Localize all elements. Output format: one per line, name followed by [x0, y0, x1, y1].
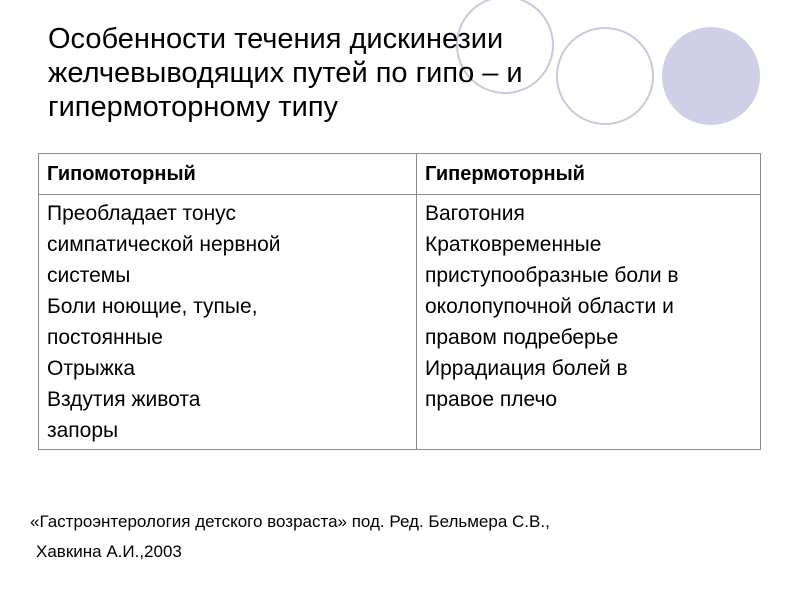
- hypermotor-line: приступообразные боли в: [425, 264, 679, 287]
- citation: [30, 507, 550, 567]
- citation-line-2: Хавкина А.И.,2003: [36, 542, 182, 561]
- hypomotor-line: постоянные: [47, 326, 163, 349]
- comparison-table: [38, 153, 761, 450]
- hypermotor-line: Иррадиация болей в: [425, 357, 628, 380]
- hypermotor-line: околопупочной области и: [425, 295, 674, 318]
- hypomotor-cell: [39, 195, 417, 450]
- hypermotor-line: правом подреберье: [425, 326, 619, 349]
- hypomotor-line: Боли ноющие, тупые,: [47, 295, 258, 318]
- hypermotor-line: Ваготония: [425, 202, 525, 225]
- table-header-row: [39, 154, 761, 195]
- hypomotor-line: системы: [47, 264, 131, 287]
- citation-line-1: «Гастроэнтерология детского возраста» под. Ред. Бельмера С.В.,: [30, 512, 550, 531]
- decorative-circle-3: [662, 27, 760, 125]
- header-hypomotor: Гипомоторный: [39, 154, 417, 195]
- header-hypermotor: Гипермоторный: [417, 154, 761, 195]
- table-row: [39, 195, 761, 450]
- hypomotor-line: Отрыжка: [47, 357, 136, 380]
- hypermotor-line: Кратковременные: [425, 233, 602, 256]
- hypermotor-line: правое плечо: [425, 388, 558, 411]
- hypomotor-line: Вздутия живота: [47, 388, 201, 411]
- hypomotor-line: запоры: [47, 419, 119, 442]
- hypermotor-cell: [417, 195, 761, 450]
- hypomotor-line: Преобладает тонус: [47, 202, 236, 225]
- hypomotor-line: симпатической нервной: [47, 233, 281, 256]
- slide-title: Особенности течения дискинезии желчевыводящих путей по гипо – и гипермоторному типу: [48, 23, 523, 123]
